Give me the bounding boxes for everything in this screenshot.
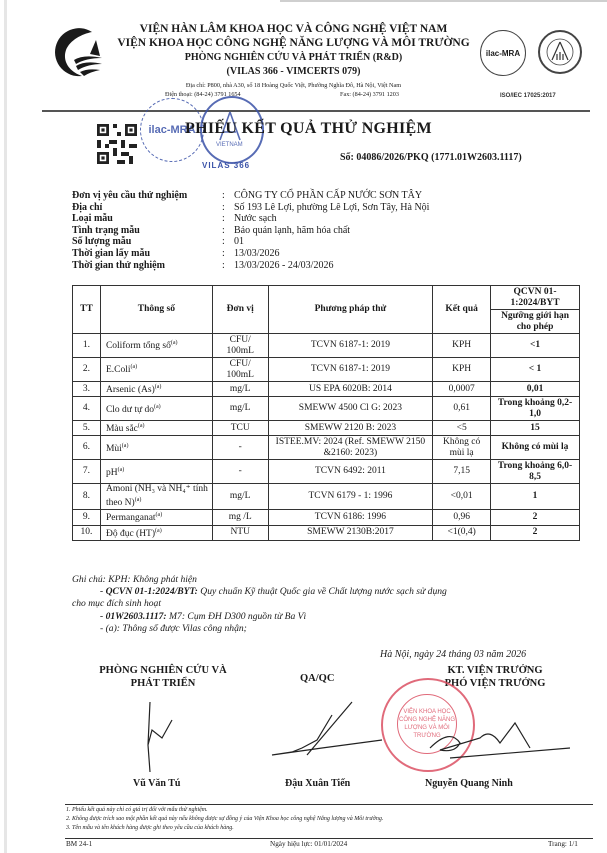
- cell-unit: -: [212, 460, 268, 484]
- cell-limit: <1: [491, 334, 580, 358]
- cell-limit: < 1: [491, 358, 580, 382]
- cell-unit: NTU: [212, 525, 268, 540]
- cell-unit: mg/L: [212, 382, 268, 397]
- notes-section: [72, 574, 447, 635]
- footer-divider: [65, 804, 593, 805]
- info-row-client: Đơn vị yêu cầu thử nghiệm : CÔNG TY CỔ PHẦN CẤP NƯỚC SƠN TÂY: [72, 190, 423, 201]
- header-phone: Điện thoại: (84-24) 3791 1654: [165, 91, 241, 98]
- cell-result: <5: [433, 421, 491, 436]
- stamp-country: VIETNAM: [216, 142, 243, 148]
- scan-top-edge: [280, 0, 607, 2]
- cell-result: <0,01: [433, 484, 491, 510]
- effective-date: Ngày hiệu lực: 01/01/2024: [270, 840, 348, 848]
- header-tt: TT: [73, 286, 101, 334]
- cell-unit: CFU/ 100mL: [212, 334, 268, 358]
- cell-result: 0,96: [433, 510, 491, 525]
- cell-method: TCVN 6179 - 1: 1996: [268, 484, 433, 510]
- cell-result: <1(0,4): [433, 525, 491, 540]
- cell-limit: 15: [491, 421, 580, 436]
- director-signatory-name: Nguyễn Quang Ninh: [425, 778, 513, 789]
- header-unit: Đơn vị: [212, 286, 268, 334]
- cell-unit: mg /L: [212, 510, 268, 525]
- cell-parameter: $pH^{(a)}$: [100, 460, 212, 484]
- table-row: [73, 510, 580, 525]
- footer-notes: [66, 806, 383, 832]
- qa-signatory-name: Đậu Xuân Tiến: [285, 778, 351, 789]
- info-label: Địa chỉ: [72, 201, 103, 213]
- cell-tt: 5.: [73, 421, 101, 436]
- table-row: [73, 334, 580, 358]
- seal-inner-text: VIỆN KHOA HỌC CÔNG NGHỆ NĂNG LƯỢNG VÀ MÔI TRƯỜNG: [397, 694, 457, 754]
- cell-tt: 4.: [73, 397, 101, 421]
- header-fax: Fax: (84-24) 3791 1203: [340, 91, 399, 98]
- cell-unit: mg/L: [212, 484, 268, 510]
- cell-method: US EPA 6020B: 2014: [268, 382, 433, 397]
- signature-vu-van-tu-icon: [140, 700, 210, 775]
- table-row: [73, 397, 580, 421]
- cell-unit: TCU: [212, 421, 268, 436]
- report-number: Số: 04086/2026/PKQ (1771.01W2603.1117): [340, 152, 522, 163]
- info-label: Tình trạng mẫu: [72, 224, 140, 236]
- info-label: Đơn vị yêu cầu thử nghiệm: [72, 190, 188, 201]
- scan-edge: [4, 0, 7, 853]
- note-kph: Ghi chú: KPH: Không phát hiện: [72, 574, 197, 585]
- cell-parameter: Clo dư tự $do^{(a)}$: [100, 397, 212, 421]
- cell-result: KPH: [433, 334, 491, 358]
- cell-result: KPH: [433, 358, 491, 382]
- header-method: Phương pháp thử: [268, 286, 433, 334]
- cell-tt: 9.: [73, 510, 101, 525]
- director-title-line1: KT. VIỆN TRƯỞNG: [447, 665, 543, 676]
- note-vilas: - (a): Thông số được Vilas công nhận;: [100, 622, 247, 634]
- table-row: [73, 436, 580, 460]
- footer-note-2: 2. Không được trích sao một phần kết quả này nếu không được sự đồng ý của Viện Khoa học công nghệ Năng lượng và Môi trường.: [66, 815, 384, 822]
- cell-limit: Không có mùi lạ: [491, 436, 580, 460]
- cell-parameter: Coliform tổng số$^{(a)}$: [100, 334, 212, 358]
- header-address: Địa chỉ: P800, nhà A30, số 18 Hoàng Quốc Việt, Phường Nghĩa Đô, Hà Nội, Việt Nam: [185, 82, 402, 89]
- footer-note-1: 1. Phiếu kết quả này chỉ có giá trị đối với mẫu thử nghiệm.: [66, 807, 208, 813]
- header-parameter: Thông số: [100, 286, 212, 334]
- note-qcvn: - QCVN 01-1:2024/BYT: Quy chuẩn Kỹ thuật Quốc gia về Chất lượng nước sạch sử dụng: [100, 586, 447, 598]
- info-row-sample-count: Số lượng mẫu : 01: [72, 236, 244, 248]
- cell-result: 0,0007: [433, 382, 491, 397]
- info-label: Thời gian thử nghiệm: [72, 259, 165, 271]
- cell-parameter: Permanganat$^{(a)}$: [100, 510, 212, 525]
- dept-title-line1: PHÒNG NGHIÊN CỨU VÀ: [99, 665, 227, 676]
- cell-result: 7,15: [433, 460, 491, 484]
- info-row-address: Địa chỉ : Số 193 Lê Lợi, phường Lê Lợi, Sơn Tây, Hà Nội: [72, 201, 430, 213]
- cell-limit: 1: [491, 484, 580, 510]
- info-value: 01: [234, 236, 244, 248]
- table-row: [73, 484, 580, 510]
- cell-parameter: Mùi$^{(a)}$: [100, 436, 212, 460]
- cell-tt: 6.: [73, 436, 101, 460]
- document-title: PHIẾU KẾT QUẢ THỬ NGHIỆM: [185, 120, 432, 137]
- stamp-ilac-label: ilac-MRA: [148, 124, 196, 136]
- cell-unit: -: [212, 436, 268, 460]
- note-sample-code: - 01W2603.1117: M7: Cụm ĐH D300 nguồn từ Ba Vì: [100, 610, 307, 622]
- info-value: Nước sạch: [234, 213, 277, 225]
- table-row: [73, 382, 580, 397]
- boa-accreditation-logo-icon: [538, 30, 582, 74]
- info-row-sampling-date: Thời gian lấy mẫu : 13/03/2026: [72, 247, 280, 259]
- ilac-label: ilac-MRA: [485, 48, 521, 58]
- dept-signatory-title: [88, 664, 238, 690]
- cell-tt: 2.: [73, 358, 101, 382]
- results-table: [72, 285, 580, 541]
- note-qcvn-cont: cho mục đích sinh hoạt: [72, 598, 161, 610]
- stamp-vilas-number: VILAS 366: [202, 161, 251, 170]
- header-limit: Ngưỡng giới hạn cho phép: [491, 310, 580, 334]
- info-value: CÔNG TY CỔ PHẦN CẤP NƯỚC SƠN TÂY: [234, 190, 423, 201]
- info-label: Số lượng mẫu: [72, 236, 132, 248]
- director-title-line2: PHÓ VIỆN TRƯỞNG: [444, 678, 546, 689]
- cell-limit: 0,01: [491, 382, 580, 397]
- cell-method: SMEWW 4500 Cl G: 2023: [268, 397, 433, 421]
- ilac-mra-logo-icon: [480, 30, 526, 76]
- cell-parameter: Độ đục (HT)$^{(a)}$: [100, 525, 212, 540]
- info-value: Bảo quản lạnh, hãm hóa chất: [234, 224, 351, 236]
- sample-info: [72, 190, 429, 271]
- cell-limit: Trong khoảng 6,0-8,5: [491, 460, 580, 484]
- info-row-test-period: Thời gian thử nghiệm : 13/03/2026 - 24/03/2026: [72, 259, 334, 271]
- cell-limit: 2: [491, 510, 580, 525]
- qa-signatory-title: QA/QC: [300, 673, 335, 684]
- info-value: 13/03/2026 - 24/03/2026: [234, 259, 334, 271]
- info-value: Số 193 Lê Lợi, phường Lê Lợi, Sơn Tây, Hà Nội: [234, 201, 430, 213]
- cell-result: 0,61: [433, 397, 491, 421]
- cell-method: TCVN 6187-1: 2019: [268, 334, 433, 358]
- cell-method: TCVN 6187-1: 2019: [268, 358, 433, 382]
- header-accreditation: (VILAS 366 - VIMCERTS 079): [226, 66, 361, 77]
- cell-method: ISTEE.MV: 2024 (Ref. SMEWW 2150 &2160: 2023): [268, 436, 433, 460]
- cell-limit: Trong khoảng 0,2-1,0: [491, 397, 580, 421]
- cell-unit: mg/L: [212, 397, 268, 421]
- info-row-sample-condition: Tình trạng mẫu : Bảo quản lạnh, hãm hóa chất: [72, 224, 351, 236]
- info-label: Loại mẫu: [72, 213, 113, 225]
- cell-tt: 3.: [73, 382, 101, 397]
- table-row: [73, 525, 580, 540]
- cell-parameter: Màu sắc$^{(a)}$: [100, 421, 212, 436]
- cell-limit: 2: [491, 525, 580, 540]
- dept-title-line2: PHÁT TRIỂN: [130, 678, 196, 689]
- cell-tt: 1.: [73, 334, 101, 358]
- cell-tt: 10.: [73, 525, 101, 540]
- qr-code-icon: [97, 124, 137, 164]
- header-result: Kết quả: [433, 286, 491, 334]
- footer-bar-divider: [65, 838, 593, 839]
- cell-parameter: Amoni (NH₃ và NH₄⁺ tính theo N)$^{(a)}$: [100, 484, 212, 510]
- dept-signatory-name: Vũ Văn Tú: [133, 778, 181, 789]
- cell-method: SMEWW 2120 B: 2023: [268, 421, 433, 436]
- header-institute: VIỆN KHOA HỌC CÔNG NGHỆ NĂNG LƯỢNG VÀ MÔI TRƯỜNG: [117, 37, 470, 49]
- signing-date: Hà Nội, ngày 24 tháng 03 năm 2026: [380, 649, 527, 660]
- cell-tt: 8.: [73, 484, 101, 510]
- cell-result: Không có mùi lạ: [433, 436, 491, 460]
- signature-dau-xuan-tien-icon: [262, 700, 392, 760]
- header-standard: QCVN 01-1:2024/BYT: [491, 286, 580, 310]
- cell-tt: 7.: [73, 460, 101, 484]
- signature-nguyen-quang-ninh-icon: [420, 718, 580, 768]
- form-code: BM 24-1: [66, 840, 93, 848]
- table-row: [73, 460, 580, 484]
- info-row-sample-type: Loại mẫu : Nước sạch: [72, 213, 277, 225]
- header-divider: [42, 110, 590, 112]
- table-row: [73, 358, 580, 382]
- cell-parameter: Arsenic $(As)^{(a)}$: [100, 382, 212, 397]
- info-label: Thời gian lấy mẫu: [72, 247, 151, 259]
- cell-method: TCVN 6186: 1996: [268, 510, 433, 525]
- cell-method: TCVN 6492: 2011: [268, 460, 433, 484]
- table-row: [73, 421, 580, 436]
- page-number: Trang: 1/1: [548, 840, 578, 848]
- info-value: 13/03/2026: [234, 247, 280, 259]
- cell-method: SMEWW 2130B:2017: [268, 525, 433, 540]
- cell-unit: CFU/ 100mL: [212, 358, 268, 382]
- iso-standard-label: ISO/IEC 17025:2017: [500, 93, 556, 99]
- header-academy: VIỆN HÀN LÂM KHOA HỌC VÀ CÔNG NGHỆ VIỆT NAM: [139, 23, 448, 35]
- header-department: PHÒNG NGHIÊN CỨU VÀ PHÁT TRIỂN (R&D): [184, 52, 403, 63]
- footer-note-3: 3. Tên mẫu và tên khách hàng được ghi theo yêu cầu của khách hàng.: [66, 824, 234, 831]
- cell-parameter: E.Coli$^{(a)}$: [100, 358, 212, 382]
